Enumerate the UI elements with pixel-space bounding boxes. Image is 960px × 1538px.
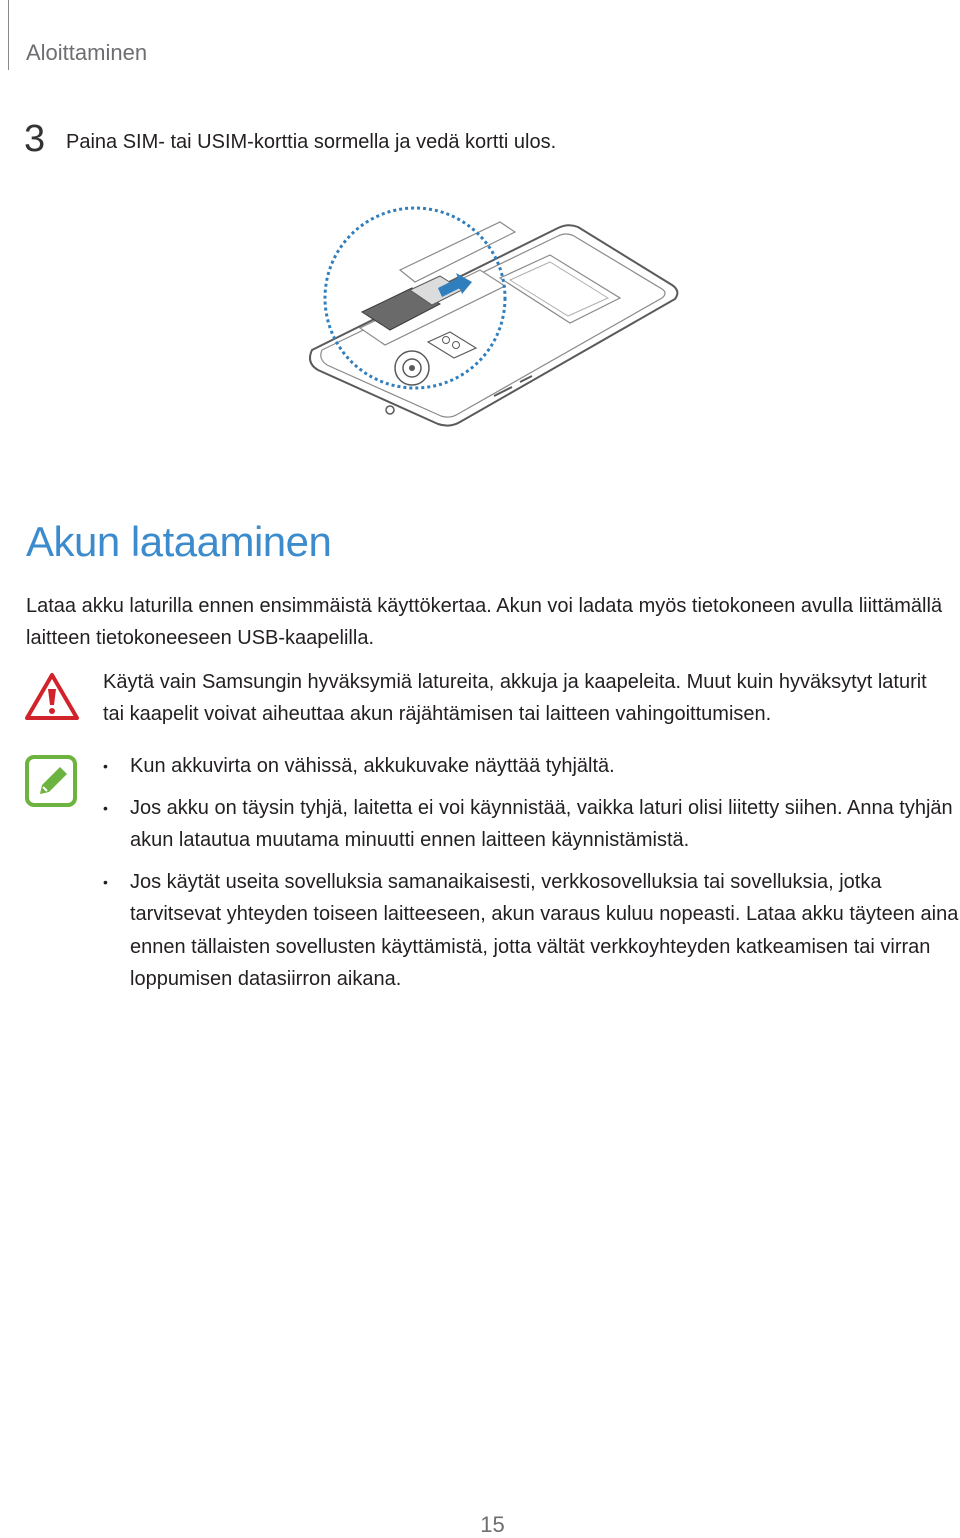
margin-rule (8, 0, 9, 70)
intro-paragraph: Lataa akku laturilla ennen ensimmäistä käyttökertaa. Akun voi ladata myös tietokoneen avulla liittämällä laitteen tietokoneeseen USB-kaapelilla. (26, 595, 943, 649)
phone-sim-removal-illustration (300, 200, 690, 435)
page-number: 15 (480, 1512, 505, 1537)
chapter-header: Aloittaminen (26, 40, 148, 65)
note-pencil-icon (24, 754, 78, 808)
step-instruction: Paina SIM- tai USIM-korttia sormella ja vedä kortti ulos. (66, 131, 557, 153)
step-number: 3 (24, 118, 46, 160)
list-item (103, 866, 960, 996)
list-item (103, 750, 960, 783)
caution-text: Käytä vain Samsungin hyväksymiä latureita, akkuja ja kaapeleita. Muut kuin hyväksytyt laturit tai kaapelit voivat aiheuttaa akun räjähtämisen tai laitteen vahingoittumisen. (103, 671, 927, 725)
bullet: • (103, 799, 108, 816)
note-text: Jos käytät useita sovelluksia samanaikaisesti, verkkosovelluksia tai sovelluksia, jotka tarvitsevat yhteyden toiseen laitteeseen, akun varaus kuluu nopeasti. Lataa akku täyteen aina ennen tällaisten sovellusten käyttämistä, jotta vältät verkkoyhteyden katkeamisen tai virran loppumisen datasiirron aikana. (130, 870, 959, 990)
note-text: Kun akkuvirta on vähissä, akkukuvake näyttää tyhjältä. (130, 755, 615, 777)
warning-triangle-icon (24, 672, 80, 722)
note-list (103, 750, 960, 1005)
bullet: • (103, 873, 108, 890)
section-title: Akun lataaminen (26, 518, 332, 565)
note-text: Jos akku on täysin tyhjä, laitetta ei voi käynnistää, vaikka laturi olisi liitetty siihen. Anna tyhjän akun latautua muutama minuutti ennen laitteen käynnistämistä. (130, 796, 953, 851)
list-item (103, 792, 960, 857)
bullet: • (103, 758, 108, 774)
